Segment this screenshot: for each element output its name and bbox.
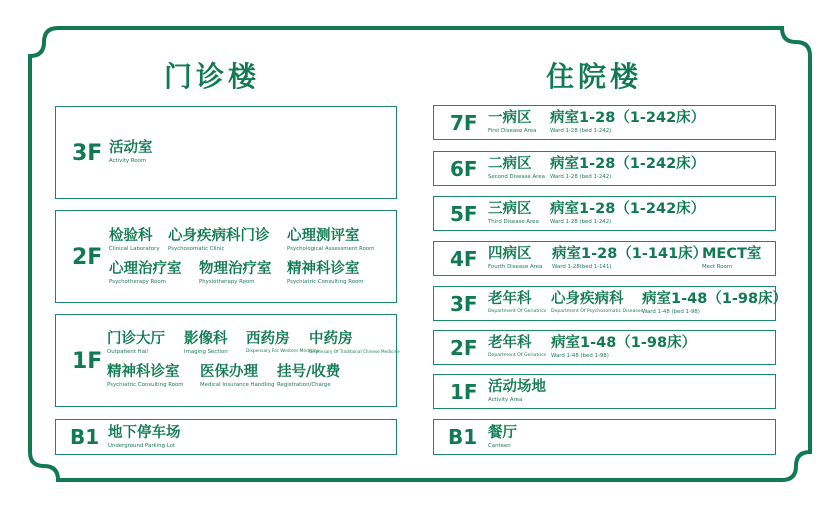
room-name-cn: 活动场地 bbox=[488, 379, 546, 395]
room-name-en: Registration/Charge bbox=[277, 382, 331, 388]
activity-area bbox=[488, 379, 546, 404]
room-name-cn: 西药房 bbox=[246, 331, 290, 347]
room-name-en: Underground Parking Lot bbox=[108, 443, 176, 449]
room-lab bbox=[109, 228, 160, 253]
room-name-en: Psychiatric Consulting Room bbox=[287, 279, 364, 285]
room-name-en: Department Of Geriatrics bbox=[488, 353, 547, 358]
psychosomatic-dept bbox=[551, 291, 643, 316]
room-name-en: Psychosomatic Clinic bbox=[168, 246, 225, 252]
room-activity bbox=[109, 140, 153, 165]
ward-area bbox=[488, 110, 536, 135]
room-name-cn: 病室1-28（1-242床） bbox=[550, 156, 706, 172]
geriatrics-dept bbox=[488, 291, 546, 316]
floor-label: B1 bbox=[70, 425, 100, 449]
geriatrics-dept bbox=[488, 335, 546, 360]
room-name-en: Dispensary For Western Medicine bbox=[246, 349, 320, 354]
room-name-en: Canteen bbox=[488, 443, 511, 449]
room-name-en: Ward 1-48 (bed 1-98) bbox=[642, 309, 700, 315]
room-name-en: Medical Insurance Handling bbox=[200, 382, 275, 388]
room-name-cn: 心理治疗室 bbox=[109, 261, 182, 277]
room-name-cn: 精神科诊室 bbox=[287, 261, 360, 277]
room-name-cn: 一病区 bbox=[488, 110, 532, 126]
floor-label: 3F bbox=[450, 292, 478, 316]
floor-label: 3F bbox=[72, 141, 103, 166]
right-floor-3f-panel bbox=[433, 286, 788, 321]
room-name-cn: 心理测评室 bbox=[287, 228, 360, 244]
room-name-en: Clinical Laboratory bbox=[109, 246, 160, 252]
room-name-en: Ward 1-28 (bed 1-242) bbox=[550, 219, 612, 225]
left-floor-3f-panel bbox=[55, 106, 397, 199]
right-floor-7f-panel bbox=[433, 105, 776, 140]
room-medical-insurance bbox=[200, 364, 275, 389]
ward-area bbox=[488, 246, 542, 271]
ward-area bbox=[488, 201, 539, 226]
room-psych-assessment bbox=[287, 228, 374, 253]
room-name-cn: 餐厅 bbox=[488, 425, 517, 441]
floor-label: 1F bbox=[450, 380, 478, 404]
floor-label: 1F bbox=[72, 349, 103, 374]
floor-label: 2F bbox=[450, 336, 478, 360]
room-name-cn: 精神科诊室 bbox=[107, 364, 180, 380]
mect-room bbox=[702, 246, 761, 271]
floor-label: 4F bbox=[450, 247, 478, 271]
room-name-cn: 门诊大厅 bbox=[107, 331, 165, 347]
room-name-en: Fourth Disease Area bbox=[488, 264, 543, 270]
right-floor-6f-panel bbox=[433, 151, 776, 186]
room-physiotherapy bbox=[199, 261, 272, 286]
right-floor-b1-panel bbox=[433, 419, 776, 455]
room-name-cn: 影像科 bbox=[184, 331, 228, 347]
room-name-en: Department Of Geriatrics bbox=[488, 309, 547, 314]
ward-rooms bbox=[642, 291, 787, 316]
room-outpatient-hall bbox=[107, 331, 165, 356]
room-name-en: Imaging Section bbox=[184, 349, 228, 355]
right-floor-5f-panel bbox=[433, 196, 776, 231]
room-chinese-pharmacy bbox=[309, 331, 400, 356]
room-name-cn: 地下停车场 bbox=[108, 425, 181, 441]
left-floor-1f-panel bbox=[55, 314, 400, 407]
room-name-cn: 心身疾病科 bbox=[551, 291, 624, 307]
room-name-cn: MECT室 bbox=[702, 246, 762, 262]
room-name-cn: 病室1-48（1-98床） bbox=[551, 335, 697, 351]
room-psychosomatic-clinic bbox=[168, 228, 270, 253]
room-name-en: Ward 1-48 (bed 1-98) bbox=[551, 353, 609, 359]
floor-label: 7F bbox=[450, 111, 478, 135]
floor-label: 6F bbox=[450, 157, 478, 181]
room-name-en: Activity Area bbox=[488, 397, 523, 403]
ward-rooms bbox=[552, 246, 707, 271]
room-name-cn: 病室1-28（1-242床） bbox=[550, 201, 706, 217]
canteen bbox=[488, 425, 517, 450]
room-name-cn: 病室1-28（1-141床） bbox=[552, 246, 708, 262]
ward-rooms bbox=[551, 335, 696, 360]
room-name-cn: 病室1-28（1-242床） bbox=[550, 110, 706, 126]
inpatient-building-title: 住院楼 bbox=[546, 60, 643, 93]
room-psychotherapy bbox=[109, 261, 182, 286]
room-name-en: Ward 1-28 (bed 1-242) bbox=[550, 174, 612, 180]
room-psychiatric-consulting-1f bbox=[107, 364, 184, 389]
floor-label: 2F bbox=[72, 245, 103, 270]
floor-label: B1 bbox=[448, 425, 478, 449]
room-name-cn: 病室1-48（1-98床） bbox=[642, 291, 788, 307]
room-name-en: Mect Room bbox=[702, 264, 733, 270]
room-name-en: Psychiatric Consulting Room bbox=[107, 382, 184, 388]
room-registration bbox=[277, 364, 340, 389]
room-name-cn: 四病区 bbox=[488, 246, 532, 262]
room-name-en: Physiotherapy Room bbox=[199, 279, 255, 285]
room-name-en: Activity Room bbox=[109, 158, 147, 164]
room-name-en: Ward 1-28 (bed 1-242) bbox=[550, 128, 612, 134]
room-name-en: Dispensary Of Traditional Chinese Medicine bbox=[309, 349, 400, 354]
room-name-cn: 挂号/收费 bbox=[277, 364, 341, 380]
room-name-cn: 检验科 bbox=[109, 228, 153, 244]
room-name-cn: 三病区 bbox=[488, 201, 532, 217]
left-floor-b1-panel bbox=[55, 419, 397, 455]
room-name-cn: 物理治疗室 bbox=[199, 261, 272, 277]
room-name-cn: 老年科 bbox=[488, 291, 532, 307]
room-name-cn: 活动室 bbox=[109, 140, 153, 156]
outpatient-building-title: 门诊楼 bbox=[164, 60, 261, 93]
ward-area bbox=[488, 156, 545, 181]
room-name-cn: 老年科 bbox=[488, 335, 532, 351]
left-floor-2f-panel bbox=[55, 210, 397, 303]
room-name-en: Third Disease Area bbox=[488, 219, 539, 225]
right-floor-2f-panel bbox=[433, 330, 776, 365]
room-name-en: Psychological Assessment Room bbox=[287, 246, 375, 252]
room-name-cn: 中药房 bbox=[309, 331, 353, 347]
ward-rooms bbox=[550, 201, 705, 226]
room-name-en: Psychotherapy Room bbox=[109, 279, 166, 285]
ward-rooms bbox=[550, 156, 705, 181]
room-psychiatric-consulting bbox=[287, 261, 364, 286]
room-name-cn: 二病区 bbox=[488, 156, 532, 172]
room-name-en: Department Of Psychosomatic Diseases bbox=[551, 309, 644, 314]
right-floor-4f-panel bbox=[433, 241, 776, 276]
room-name-en: Ward 1-28(bed 1-141) bbox=[552, 264, 612, 270]
room-parking bbox=[108, 425, 181, 450]
room-name-cn: 医保办理 bbox=[200, 364, 258, 380]
room-imaging bbox=[184, 331, 228, 356]
room-name-en: Second Disease Area bbox=[488, 174, 545, 180]
right-floor-1f-panel bbox=[433, 374, 776, 409]
floor-label: 5F bbox=[450, 202, 478, 226]
room-name-cn: 心身疾病科门诊 bbox=[168, 228, 270, 244]
ward-rooms bbox=[550, 110, 705, 135]
room-name-en: First Disease Area bbox=[488, 128, 537, 134]
room-name-en: Outpatient Hall bbox=[107, 349, 149, 355]
